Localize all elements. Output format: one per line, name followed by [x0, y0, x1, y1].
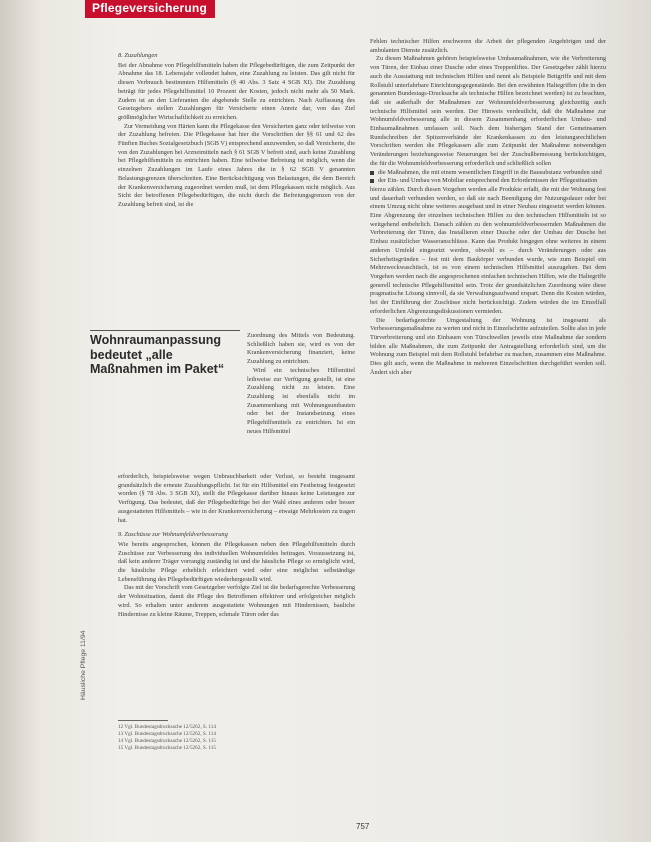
paragraph: Zuordnung des Mittels von Bedeutung. Schließlich haben sie, wird es von der Krankenversicherung finanziert, keine Zuzahlung zu entrichten.: [247, 332, 355, 366]
left-column-bottom: [118, 473, 355, 619]
footnote: 13 Vgl. Bundestagsdrucksache 12/5262, S. 114: [118, 731, 216, 737]
pull-quote-rule: [90, 330, 240, 331]
paragraph: hierzu zählen. Durch diesen Vorgehen werden alle Produkte erfaßt, die mit der Wohnung fest und dauerhaft verbunden werden, so daß sie nach Beendigung der Nutzungsdauer oder bei einem Umzug nicht ohne weiteres ausgebaut und in einer Neubau eingesetzt werden können. Eine Abgrenzung der einzelnen technischen Hilfen zu den technischen Hilfsmitteln ist so weitgehend entbehrlich. Danach zählen zu den wohnumfeldverbessernden Maßnahmen die Verbreiterung der Türen, das Installieren einer Dusche oder der Umbau der Dusche bei Einbau zusätzlicher Wasseranschlüsse. Kann das Produkt hingegen ohne weiteres in einem anderen Umfeld eingesetzt werden, obwohl es – durch Veränderungen oder aus Sicherheitsgründen – fest mit dem Baukörper verbunden wurde, wie zum Beispiel ein Mehrzweckwaschtisch, ist es von einem technischen Hilfsmittel auszugehen. Bei dem Vorgehen werden nach die angesprochenen einfachen technischen Hilfen, wie die Haltegriffe generell technische Pflegehilfsmittel sein. Trotz der grundsätzlichen Zuordnung wäre diese pragmatische Lösung sinnvoll, da sie Verwaltungsaufwand erspart. Denn die Kosten würden, bei der Einführung der Zuschüsse nicht berücksichtigt. Zudem würden die im Einzelfall erforderlichen Abgrenzungsdiskussionen vermieden.: [370, 185, 606, 315]
footnote: 14 Vgl. Bundestagsdrucksache 12/5262, S. 115: [118, 738, 216, 744]
paragraph: erforderlich, beispielsweise wegen Unbrauchbarkeit oder Verlust, so besteht insgesamt grundsätzlich die erneute Zuzahlungspflicht. Ist für ein Hilfsmittel ein Festbetrag festgesetzt worden (§ 78 Abs. 3 SGB XI), stellt die Pflegekasse darüber hinaus keine Leistungen zur Verfügung. Das bedeutet, daß der Pflegebedürftige bei der Wahl eines anderen oder besser ausgestatteten Hilfsmittels – wie in der Krankenversicherung – etwaige Mehrkosten zu tragen hat.: [118, 473, 355, 524]
bullet-item: die Maßnahmen, die mit einem wesentlichen Eingriff in die Bausubstanz verbunden sind: [370, 169, 606, 178]
paragraph: Die bedarfsgerechte Umgestaltung der Wohnung ist insgesamt als Verbesserungsmaßnahme zu werten und nicht in Einzelschritte aufzuteilen. Sollte also in jede Türverbreiterung und ein Einbauen von Türschwellen jeweils eine Maßnahme dar sondern bilden alle Maßnahmen, die zum Zeitpunkt der Antragstellung erforderlich sind, um die Wohnung zum Beispiel mit dem Rollstuhl befahrbar zu machen, zusammen eine Maßnahme. Dies gilt auch, wenn die Maßnahme in mehreren Einzelschritten durchgeführt werden soll. Ändert sich aber: [370, 316, 606, 376]
paragraph: Fehlen technischer Hilfen erschweren die Arbeit der pflegenden Angehörigen und der ambulanten Dienste zusätzlich.: [370, 38, 606, 54]
paragraph: Zu diesen Maßnahmen gehören beispielsweise Umbaumaßnahmen, wie die Verbreiterung von Türen, der Einbau einer Dusche oder eines Treppenliftes. Der Gesetzgeber zählt hierzu auch die Ausstattung mit technischen Hilfen und nennt als Beispiele Bettgriffe und mit dem Rollstuhl unterfahrbare Einrichtungsgegenstände. Bei den erwähnten Haltegriffen (die in den genannten Bundestags-Drucksache als technische Hilfen bezeichnet werden) ist zu beachten, daß sie außerhalb der Maßnahmen zur Wohnumfeldverbesserung gleichzeitig auch technische Hilfsmittel sein werden. Der Hinweis verdeutlicht, daß die Maßnahme zur Wohnumfeldverbesserung alle in diesem Zusammenhang erforderlichen Umbau- und Einbaumaßnahmen umfassen soll. Nach dem bisherigen Stand der Gemeinsamen Rundschreiben der Spitzenverbände der Krankenkassen zu den leistungsrechtlichen Vorschriften werden die Pflegekassen alle zum Zeitpunkt der Maßnahme notwendigen Veränderungen beziehungsweise Neuerungen bei der Zuschußbemessung berücksichtigen, die für die Wohnumfeldverbesserung erforderlich und schließlich sollen: [370, 55, 606, 167]
page-number: 757: [356, 822, 370, 831]
paragraph: Wird ein technisches Hilfsmittel leihweise zur Verfügung gestellt, ist eine Zuzahlung nicht zu leisten. Eine Zuzahlung ist ebenfalls nicht im Zusammenhang mit Wohnungsumbauten oder bei der Instandsetzung eines Pflegehilfsmittels zu entrichten. Ist ein neues Hilfsmittel: [247, 366, 355, 435]
left-column-middle: [247, 332, 355, 436]
pull-quote: Wohnraumanpassung bedeutet „alle Maßnahmen im Paket“: [90, 333, 225, 376]
journal-side-label: Häusliche Pflege 11/94: [80, 630, 87, 700]
right-column: [370, 38, 606, 377]
paragraph: Wie bereits angesprochen, können die Pflegekassen neben den Pflegehilfsmitteln durch Zuschüsse zur Verbesserung des individuellen Wohnumfeldes beitragen. Voraussetzung ist, daß kein anderer Träger vorrangig zuständig ist und die häusliche Pflege so ermöglicht wird, die häusliche Pflege erheblich erleichtert wird oder eine möglichst selbständige Lebensführung des Pflegebedürftigen wiederhergestellt wird.: [118, 540, 355, 583]
left-column-top: [118, 52, 355, 210]
footnote-rule: [118, 720, 168, 721]
paragraph: Zur Vermeidung von Härten kann die Pflegekasse den Versicherten ganz oder teilweise von der Zuzahlung befreien. Die Pflegekasse hat hier die Vorschriften der §§ 61 und 62 des Fünften Buches Sozialgesetzbuch (SGB V) entsprechend anzuwenden, so daß Versicherte, die von den Zuzahlungen bei Arzneimitteln nach § 61 SGB V befreit sind, auch keine Zuzahlung bei Pflegehilfsmitteln zu entrichten haben. Eine teilweise Befreiung ist möglich, wenn die einzelnen Zuzahlungen im Laufe eines Jahres die in § 62 SGB V genannten Belastungsgrenzen überschreiten. Eine Berücksichtigung von Belastungen, die dem Bereich der Krankenversicherung zugeordnet werden muß, ist dem Pflegekassen nicht möglich. Aus Sicht der betroffenen Pflegebedürftigen, die nicht durch die Befreiungsgrenzen von der Zuzahlung befreit sind, ist die: [118, 122, 355, 208]
footnotes: [118, 720, 355, 752]
paragraph: Das mit der Vorschrift vom Gesetzgeber verfolgte Ziel ist die bedarfsgerechte Verbesserung der Wohnsituation, damit die Pflege des Betroffenen effektiver und erfolgreicher möglich wird. So erhalten unter anderem ausgestattete Wohnungen mit Hindernissen, bauliche Hindernisse zu kleine Räume, Treppen, schmale Türen oder das: [118, 584, 355, 618]
footnote: 12 Vgl. Bundestagsdrucksache 12/5262, S. 114: [118, 724, 216, 730]
paragraph: Bei der Abnahme von Pflegehilfsmitteln haben die Pflegebedürftigen, die zum Zeitpunkt der Abnahme das 18. Lebensjahr vollendet haben, eine Zuzahlung zu leisten. Das gilt nicht für diesen Verbrauch bestimmten Hilfsmitteln (§ 40 Abs. 3 Satz 4 SGB XI). Die Zuzahlung beträgt für jedes Pflegehilfsmittel 10 Prozent der Kosten, jedoch nicht mehr als 50 Mark. Zudem ist an den Lieferanten die abgebende Stelle zu entrichten. Nach Auffassung des Gesetzgebers stellen Zuzahlungen für Versicherte einen Anreiz dar, von das Ziel größtmöglicher Wirtschaftlichkeit zu erreichen.: [118, 61, 355, 121]
footnote: 15 Vgl. Bundestagsdrucksache 12/5262, S. 115: [118, 745, 216, 751]
section-header-title: Pflegeversicherung: [92, 1, 207, 15]
section-heading-wohnumfeld: 9. Zuschüsse zur Wohnumfeldverbesserung: [118, 531, 228, 539]
section-heading-zuzahlungen: 8. Zuzahlungen: [118, 52, 158, 59]
bullet-item: der Ein- und Umbau von Mobiliar entsprechend den Erfordernissen der Pflegesituation: [370, 177, 606, 186]
